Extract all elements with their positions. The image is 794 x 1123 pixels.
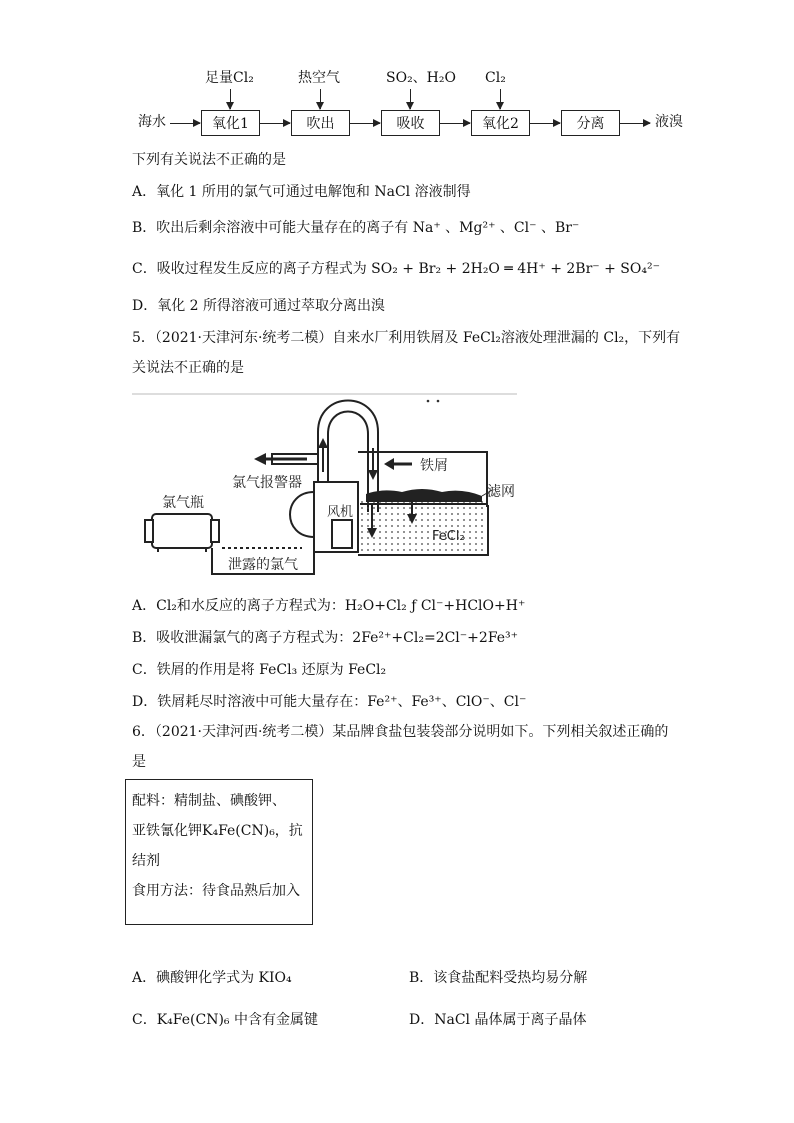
flow-step-oxidation2: 氧化2 xyxy=(471,110,530,136)
iron-label: 铁屑 xyxy=(420,458,448,474)
salt-label-box xyxy=(125,779,313,925)
q6-option-a: A．碘酸钾化学式为 KIO₄ xyxy=(132,970,292,986)
flow-step-blow: 吹出 xyxy=(291,110,350,136)
salt-box-line: 配料：精制盐、碘酸钾、 xyxy=(132,793,286,809)
flow-input-blow: 热空气 xyxy=(298,70,340,86)
flow-arrow xyxy=(170,123,200,124)
salt-box-line: 食用方法：待食品熟后加入 xyxy=(132,883,300,899)
flow-arrow xyxy=(230,89,231,109)
flow-arrow xyxy=(440,123,470,124)
flow-input-absorb: SO₂、H₂O xyxy=(386,70,456,86)
filter-label: 滤网 xyxy=(487,484,515,500)
q4-option-d: D．氧化 2 所得溶液可通过萃取分离出溴 xyxy=(132,298,386,314)
flow-start: 海水 xyxy=(138,114,166,130)
flow-input-oxidation1: 足量Cl₂ xyxy=(205,70,254,86)
q4-option-b: B．吹出后剩余溶液中可能大量存在的离子有 Na⁺ 、Mg²⁺ 、Cl⁻ 、Br⁻ xyxy=(132,220,580,236)
q6-option-c: C．K₄Fe(CN)₆ 中含有金属键 xyxy=(132,1012,318,1028)
chlorine-treatment-figure xyxy=(132,392,532,582)
q4-option-a: A．氧化 1 所用的氯气可通过电解饱和 NaCl 溶液制得 xyxy=(132,184,471,200)
flow-arrow xyxy=(500,89,501,109)
q4-option-c: C．吸收过程发生反应的离子方程式为 SO₂ + Br₂ + 2H₂O ═ 4H⁺ + 2Br⁻ + SO₄²⁻ xyxy=(132,261,660,277)
flow-arrow xyxy=(260,123,290,124)
q5-stem-line1: 5．（2021·天津河东·统考二模）自来水厂利用铁屑及 FeCl₂溶液处理泄漏的 Cl₂，下列有 xyxy=(132,330,681,346)
flow-step-absorb: 吸收 xyxy=(381,110,440,136)
fan-label: 风机 xyxy=(327,505,354,520)
q5-stem-line2: 关说法不正确的是 xyxy=(132,360,244,376)
gas-cylinder xyxy=(145,514,219,552)
solution-label: FeCl₂ xyxy=(432,529,465,544)
q5-option-a: A．Cl₂和水反应的离子方程式为：H₂O+Cl₂ ƒ Cl⁻+HClO+H⁺ xyxy=(132,598,526,614)
flow-step-oxidation1: 氧化1 xyxy=(201,110,260,136)
q4-stem: 下列有关说法不正确的是 xyxy=(132,152,286,168)
salt-box-line: 亚铁氰化钾K₄Fe(CN)₆，抗 xyxy=(132,823,303,839)
leak-label: 泄露的氯气 xyxy=(228,557,298,573)
flow-arrow xyxy=(350,123,380,124)
alarm-label: 氯气报警器 xyxy=(232,475,302,491)
flow-step-separate: 分离 xyxy=(561,110,620,136)
flow-arrow xyxy=(410,89,411,109)
q5-option-d: D．铁屑耗尽时溶液中可能大量存在：Fe²⁺、Fe³⁺、ClO⁻、Cl⁻ xyxy=(132,694,527,710)
cylinder-label: 氯气瓶 xyxy=(162,495,204,511)
flow-end: 液溴 xyxy=(655,114,683,130)
q5-option-b: B．吸收泄漏氯气的离子方程式为：2Fe²⁺+Cl₂=2Cl⁻+2Fe³⁺ xyxy=(132,630,519,646)
flow-arrow xyxy=(320,89,321,109)
flow-input-oxidation2: Cl₂ xyxy=(485,70,506,86)
flow-arrow xyxy=(530,123,560,124)
q6-stem-line2: 是 xyxy=(132,754,146,770)
q5-option-c: C．铁屑的作用是将 FeCl₃ 还原为 FeCl₂ xyxy=(132,662,387,678)
q6-option-d: D．NaCl 晶体属于离子晶体 xyxy=(409,1012,587,1028)
q6-stem-line1: 6．（2021·天津河西·统考二模）某品牌食盐包装袋部分说明如下。下列相关叙述正确的 xyxy=(132,724,669,740)
salt-box-line: 结剂 xyxy=(132,853,160,869)
q6-option-b: B．该食盐配料受热均易分解 xyxy=(409,970,588,986)
flow-arrow xyxy=(620,123,650,124)
